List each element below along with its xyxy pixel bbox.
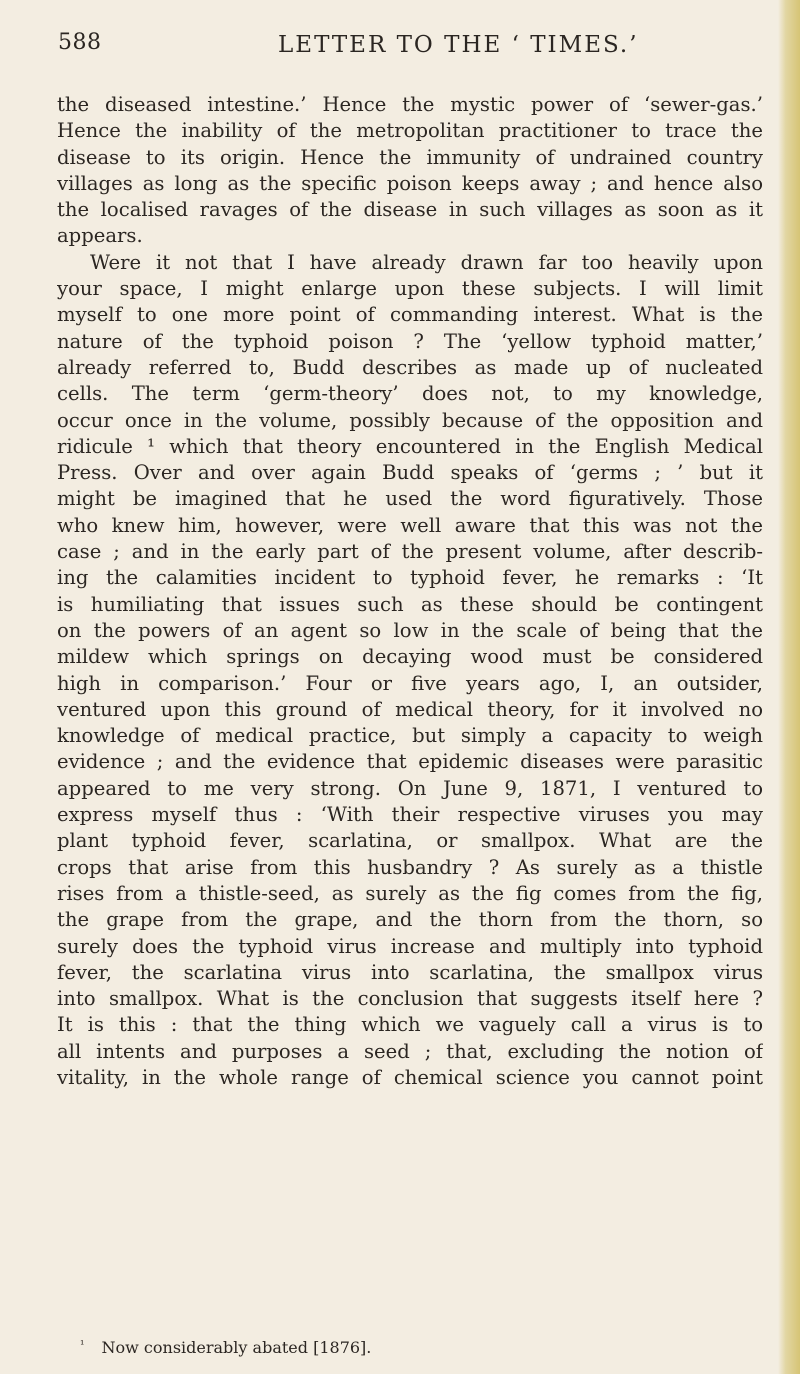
text-line: It is this : that the thing which we vaguely call a virus is to (57, 1013, 763, 1037)
text-line: express myself thus : ‘With their respective viruses you may (57, 803, 763, 827)
text-line: plant typhoid fever, scarlatina, or smallpox. What are the (57, 829, 763, 853)
text-line: vitality, in the whole range of chemical science you cannot point (57, 1065, 763, 1089)
text-line: Press. Over and over again Budd speaks of ‘germs ; ’ but it (57, 461, 763, 485)
text-line: Were it not that I have already drawn far too heavily upon (90, 250, 763, 274)
text-line: might be imagined that he used the word figuratively. Those (57, 487, 763, 511)
page-number: 588 (58, 30, 102, 55)
text-line: appeared to me very strong. On June 9, 1871, I ventured to (57, 776, 763, 800)
text-line: cells. The term ‘germ-theory’ does not, to my knowledge, (57, 382, 763, 406)
text-line: mildew which springs on decaying wood must be considered (57, 645, 763, 669)
text-line: all intents and purposes a seed ; that, excluding the notion of (57, 1039, 763, 1063)
text-line: appears. (57, 224, 143, 248)
text-line: ventured upon this ground of medical theory, for it involved no (57, 697, 763, 721)
text-line: already referred to, Budd describes as made up of nucleated (57, 355, 763, 379)
text-line: disease to its origin. Hence the immunity of undrained country (57, 145, 763, 169)
footnote-marker: ¹ (80, 1338, 85, 1351)
text-line: the localised ravages of the disease in such villages as soon as it (57, 198, 763, 222)
text-line: ridicule ¹ which that theory encountered in the English Medical (57, 434, 763, 458)
text-line: ing the calamities incident to typhoid fever, he remarks : ‘It (57, 566, 763, 590)
text-line: high in comparison.’ Four or five years ago, I, an outsider, (57, 671, 763, 695)
text-line: surely does the typhoid virus increase and multiply into typhoid (57, 934, 763, 958)
text-line: the grape from the grape, and the thorn from the thorn, so (57, 908, 763, 932)
text-line: your space, I might enlarge upon these subjects. I will limit (57, 277, 763, 301)
page-header (58, 30, 758, 70)
text-line: myself to one more point of commanding interest. What is the (57, 303, 763, 327)
text-line: into smallpox. What is the conclusion that suggests itself here ? (57, 987, 763, 1011)
text-line: rises from a thistle-seed, as surely as the fig comes from the fig, (57, 881, 763, 905)
text-line: is humiliating that issues such as these should be contingent (57, 592, 763, 616)
footnote-text: Now considerably abated [1876]. (101, 1338, 372, 1357)
text-line: occur once in the volume, possibly because of the opposition and (57, 408, 763, 432)
page-edge-shadow (778, 0, 800, 1374)
text-line: crops that arise from this husbandry ? As surely as a thistle (57, 855, 763, 879)
footnote (80, 1338, 371, 1357)
text-line: fever, the scarlatina virus into scarlatina, the smallpox virus (57, 960, 763, 984)
text-line: Hence the inability of the metropolitan practitioner to trace the (57, 119, 763, 143)
text-line: evidence ; and the evidence that epidemic diseases were parasitic (57, 750, 763, 774)
running-head: LETTER TO THE ‘ TIMES.’ (278, 32, 639, 58)
body-text (57, 92, 763, 1091)
text-line: villages as long as the specific poison keeps away ; and hence also (57, 171, 763, 195)
text-line: on the powers of an agent so low in the scale of being that the (57, 618, 763, 642)
text-line: who knew him, however, were well aware that this was not the (57, 513, 763, 537)
text-line: knowledge of medical practice, but simply a capacity to weigh (57, 724, 763, 748)
text-line: case ; and in the early part of the present volume, after describ- (57, 540, 763, 564)
text-line: nature of the typhoid poison ? The ‘yellow typhoid matter,’ (57, 329, 763, 353)
text-line: the diseased intestine.’ Hence the mystic power of ‘sewer-gas.’ (57, 93, 763, 116)
